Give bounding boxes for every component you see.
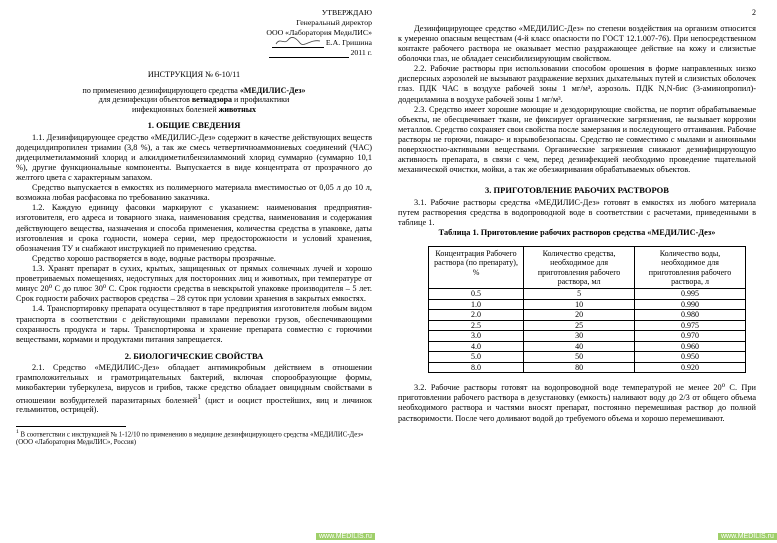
cell-water-l: 0.970 — [635, 331, 746, 342]
cell-water-l: 0.960 — [635, 341, 746, 352]
approval-heading: УТВЕРЖДАЮ — [321, 8, 372, 17]
paragraph-2-3: 2.3. Средство имеет хорошие моющие и дезодорирующие свойства, не портит обрабатываемые объекты, не обесцвечивает ткани, не фиксирует органические загрязнения, не вызывает коррозии металлов. Средство сохраняет свои свойства после замерзания и последующего оттаивания. Рабочие растворы не горючи, пожаро- и взрывобезопасны. Средство не совместимо с мылами и анионными поверхностно-активными веществами. Органические загрязнения снижают дезинфицирующую активность препарата, в связи с чем, перед дезинфекцией необходимо проведение тщательной механической очистки, мойки, а так же обезжиривания обрабатываемых объектов. — [398, 104, 756, 175]
cell-concentration: 5.0 — [429, 352, 524, 363]
cell-product-ml: 5 — [524, 289, 635, 300]
cell-water-l: 0.980 — [635, 310, 746, 321]
cell-concentration: 8.0 — [429, 362, 524, 373]
approval-block — [16, 8, 372, 58]
table-title: Таблица 1. Приготовление рабочих растворов средства «МЕДИЛИС-Дез» — [438, 228, 716, 238]
left-page — [0, 0, 384, 543]
paragraph-2-1 — [16, 363, 372, 415]
subtitle-line-2: для дезинфекции объектов — [98, 95, 192, 105]
paragraph-1-2: 1.2. Каждую единицу фасовки маркируют с указанием: наименования предприятия-изготовителя, его адреса и товарного знака, наименования средства, наименования и содержания действующего вещества, назначения и способа применения, количества средства в упаковке, даты изготовления и срока годности, номера серии, мер предосторожности и условий хранения, обозначения ТУ и снабжают инструкцией по применению средства. — [16, 203, 372, 253]
page-number: 2 — [752, 8, 756, 17]
cell-product-ml: 20 — [524, 310, 635, 321]
cell-concentration: 3.0 — [429, 331, 524, 342]
subtitle-bold-vetnadzor: ветнадзора — [191, 95, 233, 105]
subtitle-bold-animals: животных — [218, 104, 256, 114]
footnote-mark: 1 — [16, 428, 19, 435]
paragraph-3-1: 3.1. Рабочие растворы средства «МЕДИЛИС-Дез» готовят в емкостях из любого материала путем растворения средства в водопроводной воде в соответствии с расчетами, приведенными в таблице 1. — [398, 197, 756, 227]
right-page — [384, 0, 768, 543]
header-water-amount: Количество воды, необходимое для приготовления рабочего раствора, л — [635, 247, 746, 289]
section-1-heading: 1. ОБЩИЕ СВЕДЕНИЯ — [147, 120, 241, 131]
cell-concentration: 0.5 — [429, 289, 524, 300]
cell-concentration: 1.0 — [429, 299, 524, 310]
table-row — [429, 320, 746, 331]
cell-product-ml: 40 — [524, 341, 635, 352]
cell-concentration: 2.5 — [429, 320, 524, 331]
cell-concentration: 4.0 — [429, 341, 524, 352]
paragraph-2-1-tail: (цист и ооцист простейших, яиц и личинок гельминтов, острицей). — [16, 395, 372, 415]
header-product-amount: Количество средства, необходимое для приготовления рабочего раствора, мл — [524, 247, 635, 289]
cell-water-l: 0.995 — [635, 289, 746, 300]
table-row — [429, 331, 746, 342]
paragraph-2-1-text: 2.1. Средство «МЕДИЛИС-Дез» обладает антимикробным действием в отношении грамположительных и грамотрицательных бактерий, включая спорообразующие формы, микобактерии туберкулеза, вирусов и грибов, также средство обладает овицидным свойствами в отношении возбудителей паразитарных болезней — [16, 363, 372, 405]
footnote-text: В соответствии с инструкцией № 1-12/10 по применению в медицине дезинфицирующего средства «МЕДИЛИС-Дез» (ООО «Лаборатория МедиЛИС», Россия) — [16, 430, 364, 447]
section-3-heading: 3. ПРИГОТОВЛЕНИЕ РАБОЧИХ РАСТВОРОВ — [485, 185, 669, 196]
cell-water-l: 0.990 — [635, 299, 746, 310]
table-header-row — [429, 247, 746, 289]
table-row — [429, 299, 746, 310]
paragraph-2-1-continued: Дезинфицирующее средство «МЕДИЛИС-Дез» по степени воздействия на организм относится к умеренно опасным веществам (4-й класс опасности по ГОСТ 12.1.007-76). При непосредственном контакте рабочего раствора не оказывает местно раздражающее действие на кожу и слизистые оболочки глаз, не обладает сенсибилизирующим свойством. — [398, 23, 756, 64]
product-name: «МЕДИЛИС-Дез» — [239, 85, 306, 95]
paragraph-1-4: 1.4. Транспортировку препарата осуществляют в таре предприятия изготовителя любым видом транспорта в соответствии с действующими правилами перевозки грузов, обеспечивающими сохранность продукта и тары. Транспортировка и хранение препарата совместно с горючими веществами, кормами и продуктами питания запрещается. — [16, 304, 372, 344]
section-2-heading: 2. БИОЛОГИЧЕСКИЕ СВОЙСТВА — [124, 350, 264, 361]
table-row — [429, 362, 746, 373]
cell-product-ml: 30 — [524, 331, 635, 342]
approval-year: 2011 г. — [350, 47, 372, 57]
document-subtitle — [16, 86, 372, 114]
approval-date-line — [16, 48, 372, 58]
table-row — [429, 310, 746, 321]
paragraph-1-3: 1.3. Хранят препарат в сухих, крытых, защищенных от прямых солнечных лучей и хорошо проветриваемых помещениях, недоступных для посторонних лиц и животных, при температуре от минус 20⁰ С до плюс 30⁰ С. Срок годности средства в невскрытой упаковке производителя – 5 лет. Срок годности рабочих растворов средства – 28 суток при условии хранения в закрытых емкостях. — [16, 264, 372, 304]
cell-product-ml: 50 — [524, 352, 635, 363]
subtitle-line-1: по применению дезинфицирующего средства — [82, 85, 240, 95]
footnote — [16, 429, 372, 448]
footnote-reference: 1 — [197, 393, 201, 401]
paragraph-1-2b: Средство хорошо растворяется в воде, водные растворы прозрачные. — [32, 253, 276, 263]
cell-product-ml: 80 — [524, 362, 635, 373]
paragraph-1-1b: Средство выпускается в емкостях из полимерного материала вместимостью от 0,05 л до 10 л, возможна любая расфасовка по требованию заказчика. — [16, 183, 372, 203]
signature-scribble-icon — [274, 36, 322, 46]
table-row — [429, 341, 746, 352]
document-title: ИНСТРУКЦИЯ № 6-10/11 — [147, 69, 241, 79]
subtitle-line-2-end: и профилактики — [232, 95, 290, 105]
approval-signature-line — [16, 38, 372, 48]
table-row — [429, 289, 746, 300]
header-concentration: Концентрация Рабочего раствора (по препарату), % — [429, 247, 524, 289]
watermark-link-left[interactable]: www.MEDILIS.ru — [316, 533, 375, 540]
date-blank — [269, 48, 349, 58]
watermark-link-right[interactable]: www.MEDILIS.ru — [718, 533, 777, 540]
table-row — [429, 352, 746, 363]
approval-position: Генеральный директор — [296, 17, 372, 27]
cell-product-ml: 25 — [524, 320, 635, 331]
paragraph-1-1: 1.1. Дезинфицирующее средство «МЕДИЛИС-Дез» содержит в качестве действующих веществ додецилдипропилен триамин (3,8 %), а так же смесь четвертичноаммониевых соединений (ЧАС) дидецилметиламмоний хлорид и алкилдиметилбензиламмоний хлорид суммарно (суммарно 10,1 %), другие функциональные компоненты. Выпускается в виде концентрата от прозрачного до желтого цвета с характерным запахом. — [16, 132, 372, 183]
cell-water-l: 0.975 — [635, 320, 746, 331]
cell-product-ml: 10 — [524, 299, 635, 310]
approval-company: ООО «Лаборатория МедиЛИС» — [266, 27, 372, 37]
signature-graphic — [272, 38, 324, 48]
subtitle-line-3: инфекционных болезней — [132, 104, 219, 114]
approval-signer: Е.А. Гришина — [325, 37, 372, 47]
paragraph-2-2: 2.2. Рабочие растворы при использовании способом орошения в форме направленных низко дисперсных аэрозолей не вызывают раздражение верхних дыхательных путей и слизистых оболочек глаз. ПДК ЧАС в воздухе рабочей зоны 1 мг/м³, аэрозоль. ПДК N,N-бис (3-аминопропил)-додециламина в воздухе рабочей зоны 1 мг/м³. — [398, 64, 756, 104]
footnote-divider — [16, 426, 126, 427]
cell-concentration: 2.0 — [429, 310, 524, 321]
cell-water-l: 0.920 — [635, 362, 746, 373]
cell-water-l: 0.950 — [635, 352, 746, 363]
preparation-table — [428, 246, 746, 373]
paragraph-3-2: 3.2. Рабочие растворы готовят на водопроводной воде температурой не менее 20⁰ С. При приготовлении рабочего раствора в дезустановку (емкость) наливают воду до 2/3 от общего объема необходимого раствора и частями вносят препарат, постоянно перемешивая раствор до полной растворимости. После чего доливают водой до требуемого объема и хорошо перемешивают. — [398, 383, 756, 423]
